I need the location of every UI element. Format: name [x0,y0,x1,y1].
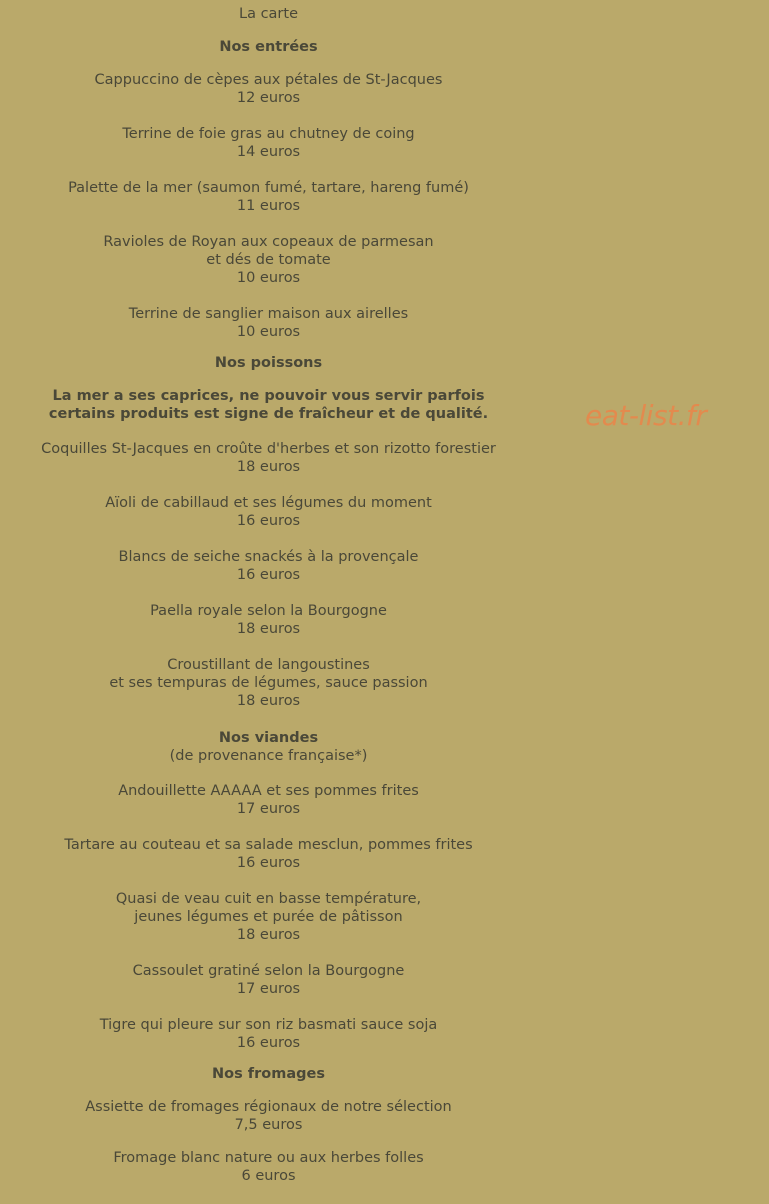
item-name: Coquilles St-Jacques en croûte d'herbes et son rizotto forestier [41,441,496,457]
menu-item [0,782,537,818]
item-price: 14 euros [236,144,301,160]
item-name: Cappuccino de cèpes aux pétales de St-Jacques [94,72,443,88]
item-name-continued: et dés de tomate [206,252,331,268]
item-name: Tigre qui pleure sur son riz basmati sauce soja [99,1017,438,1033]
section-heading-entrees: Nos entrées [219,39,318,55]
menu-item [0,602,537,638]
item-price: 18 euros [236,693,301,709]
menu-item [0,1098,537,1134]
menu-item [0,548,537,584]
item-price: 7,5 euros [234,1117,303,1133]
item-price: 17 euros [236,981,301,997]
item-name: Blancs de seiche snackés à la provençale [118,549,419,565]
item-name: Ravioles de Royan aux copeaux de parmesan [103,234,434,250]
menu-card [0,5,537,1203]
menu-item [0,125,537,161]
item-name: Terrine de foie gras au chutney de coing [122,126,415,142]
menu-item [0,656,537,710]
notice-line: La mer a ses caprices, ne pouvoir vous servir parfois [52,388,485,404]
menu-item [0,440,537,476]
menu-item [0,1149,537,1185]
item-price: 6 euros [241,1168,296,1184]
item-price: 12 euros [236,90,301,106]
item-price: 16 euros [236,855,301,871]
item-price: 16 euros [236,1035,301,1051]
item-price: 10 euros [236,270,301,286]
item-price: 11 euros [236,198,301,214]
item-price: 18 euros [236,459,301,475]
availability-notice [0,387,537,423]
item-name: Croustillant de langoustines [167,657,370,673]
item-price: 17 euros [236,801,301,817]
section-subheading-viandes: (de provenance française*) [169,748,368,764]
section-heading-fromages: Nos fromages [212,1066,325,1082]
item-name: Andouillette AAAAA et ses pommes frites [118,783,419,799]
item-name: Assiette de fromages régionaux de notre sélection [85,1099,452,1115]
menu-item [0,179,537,215]
item-name: Cassoulet gratiné selon la Bourgogne [132,963,405,979]
item-name: Palette de la mer (saumon fumé, tartare, hareng fumé) [68,180,469,196]
section-heading-poissons: Nos poissons [214,355,323,371]
item-name-continued: jeunes légumes et purée de pâtisson [134,909,403,925]
section-heading-viandes: Nos viandes [218,730,319,746]
notice-line: certains produits est signe de fraîcheur et de qualité. [48,406,489,422]
item-name: Fromage blanc nature ou aux herbes folles [113,1150,424,1166]
menu-item [0,71,537,107]
menu-item [0,836,537,872]
menu-item [0,1016,537,1052]
item-name-continued: et ses tempuras de légumes, sauce passion [109,675,428,691]
item-name: Tartare au couteau et sa salade mesclun, pommes frites [64,837,473,853]
menu-item [0,962,537,998]
menu-title: La carte [239,6,298,22]
item-name: Quasi de veau cuit en basse température, [115,891,422,907]
item-price: 18 euros [236,621,301,637]
item-name: Terrine de sanglier maison aux airelles [128,306,409,322]
menu-item [0,305,537,341]
item-price: 18 euros [236,927,301,943]
menu-item [0,233,537,287]
item-name: Aïoli de cabillaud et ses légumes du moment [105,495,432,511]
item-price: 10 euros [236,324,301,340]
item-name: Paella royale selon la Bourgogne [150,603,387,619]
menu-item [0,494,537,530]
site-watermark: eat-list.fr [585,399,707,432]
item-price: 16 euros [236,567,301,583]
menu-item [0,890,537,944]
item-price: 16 euros [236,513,301,529]
